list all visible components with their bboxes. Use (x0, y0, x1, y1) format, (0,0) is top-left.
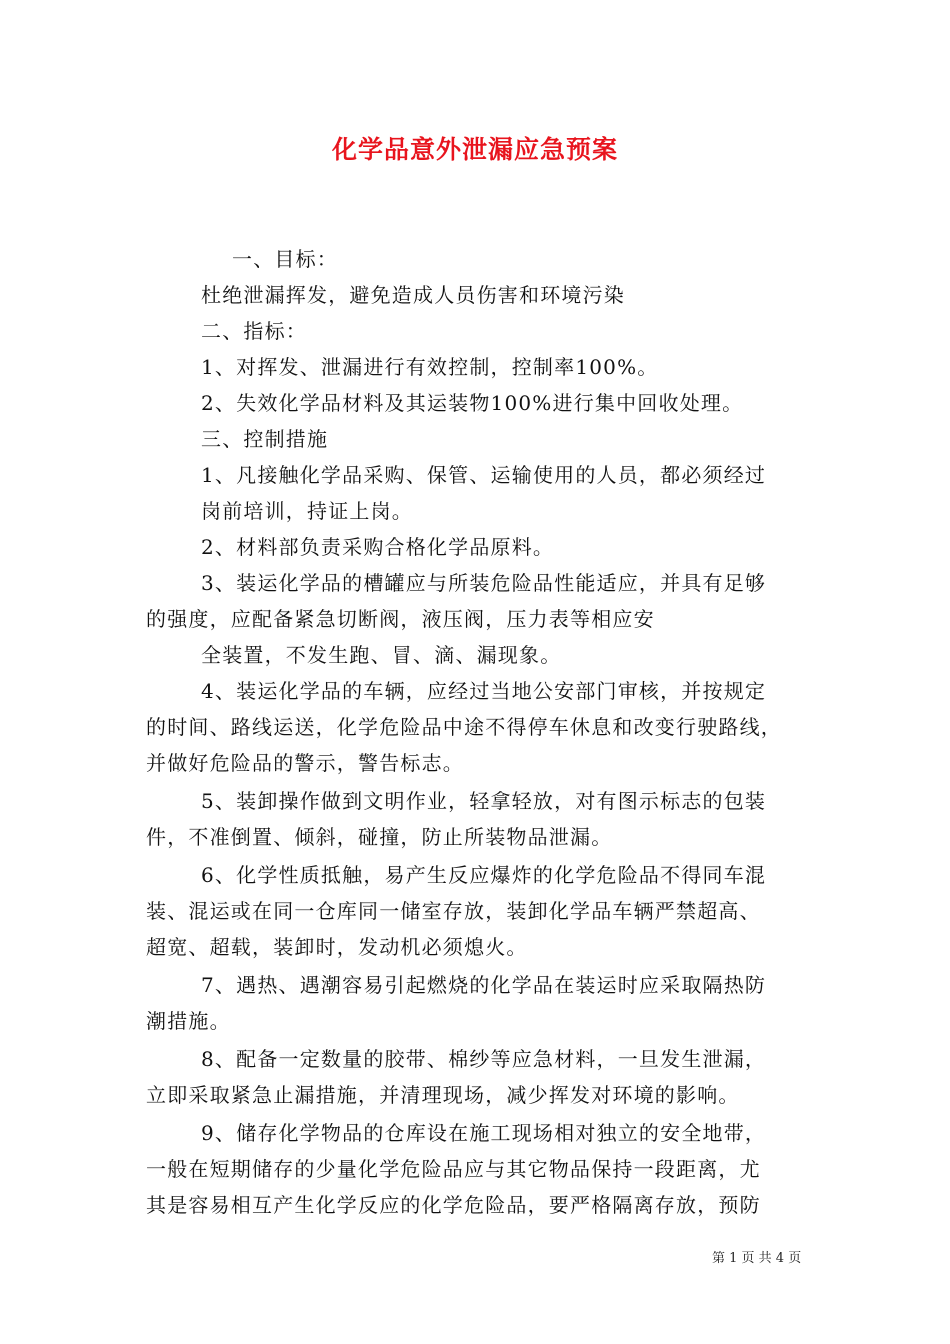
text-line: 2、材料部负责采购合格化学品原料。 (201, 535, 555, 559)
text-line: 件，不准倒置、倾斜，碰撞，防止所装物品泄漏。 (146, 825, 613, 849)
text-line: 5、装卸操作做到文明作业，轻拿轻放，对有图示标志的包装 (201, 789, 767, 813)
text-line: 潮措施。 (146, 1009, 231, 1033)
text-line: 1、凡接触化学品采购、保管、运输使用的人员，都必须经过 (201, 463, 767, 487)
text-line: 9、储存化学物品的仓库设在施工现场相对独立的安全地带， (201, 1121, 767, 1145)
text-line: 一般在短期储存的少量化学危险品应与其它物品保持一段距离，尤 (146, 1157, 761, 1181)
text-line: 并做好危险品的警示，警告标志。 (146, 751, 464, 775)
text-line: 一、目标： (232, 247, 338, 271)
text-line: 1、对挥发、泄漏进行有效控制，控制率100%。 (201, 355, 659, 379)
text-line: 装、混运或在同一仓库同一储室存放，装卸化学品车辆严禁超高、 (146, 899, 761, 923)
text-line: 二、指标： (201, 319, 307, 343)
document-title: 化学品意外泄漏应急预案 (331, 135, 618, 164)
text-line: 7、遇热、遇潮容易引起燃烧的化学品在装运时应采取隔热防 (201, 973, 767, 997)
text-line: 3、装运化学品的槽罐应与所装危险品性能适应，并具有足够 (201, 571, 767, 595)
text-line: 立即采取紧急止漏措施，并清理现场，减少挥发对环境的影响。 (146, 1083, 740, 1107)
text-line: 三、控制措施 (201, 427, 329, 451)
text-line: 全装置，不发生跑、冒、滴、漏现象。 (201, 643, 562, 667)
text-line: 超宽、超载，装卸时，发动机必须熄火。 (146, 935, 528, 959)
text-line: 岗前培训，持证上岗。 (201, 499, 413, 523)
page-number: 第 1 页 共 4 页 (712, 1251, 802, 1266)
text-line: 6、化学性质抵触，易产生反应爆炸的化学危险品不得同车混 (201, 863, 767, 887)
text-line: 2、失效化学品材料及其运装物100%进行集中回收处理。 (201, 391, 744, 415)
text-line: 的时间、路线运送，化学危险品中途不得停车休息和改变行驶路线， (146, 715, 782, 739)
text-line: 杜绝泄漏挥发，避免造成人员伤害和环境污染 (201, 283, 625, 307)
text-line: 的强度，应配备紧急切断阀，液压阀，压力表等相应安 (146, 607, 655, 631)
text-line: 其是容易相互产生化学反应的化学危险品，要严格隔离存放，预防 (146, 1193, 761, 1217)
text-line: 4、装运化学品的车辆，应经过当地公安部门审核，并按规定 (201, 679, 767, 703)
text-line: 8、配备一定数量的胶带、棉纱等应急材料，一旦发生泄漏， (201, 1047, 767, 1071)
